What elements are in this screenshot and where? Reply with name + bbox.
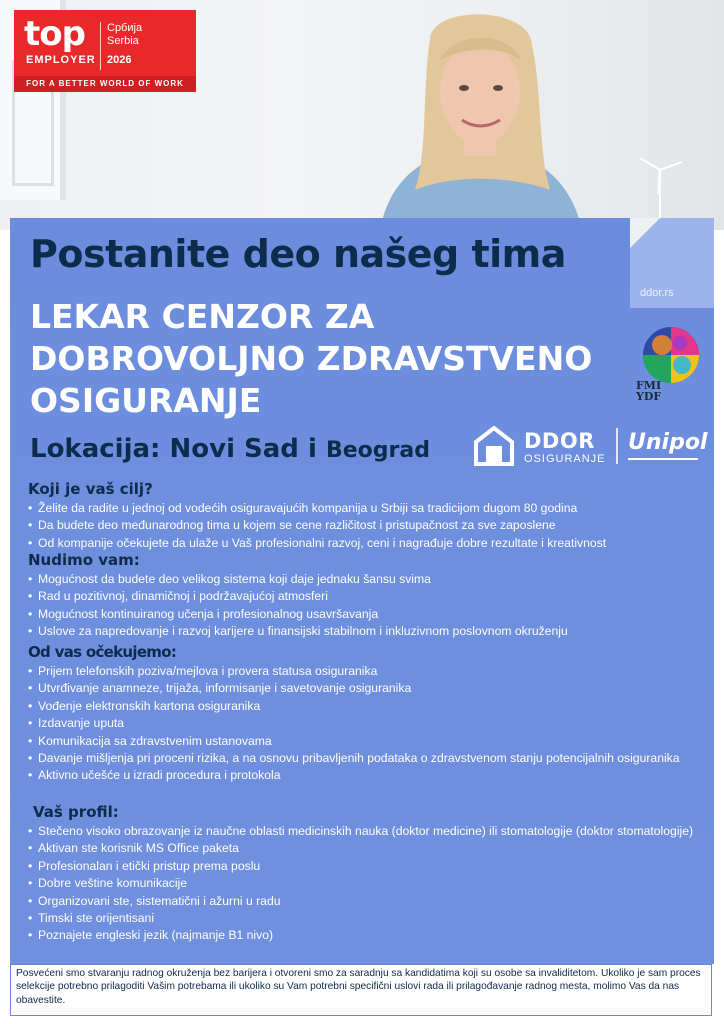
accessibility-notice: Posvećeni smo stvaranju radnog okruženja bez barijera i otvoreni smo za saradnju sa kandidatima koji su osobe sa invaliditetom. Ukoliko je sam proces selekcije potrebno prilagoditi Vašim potrebama ili ukoliko su Vam potrebni specifični uslovi rada ili prilagođavanje radnog mesta, molimo Vas da nas obavestite.: [16, 968, 701, 1006]
list-item: • Vođenje elektronskih kartona osiguranika: [28, 698, 700, 715]
list-item: • Izdavanje uputa: [28, 715, 700, 732]
fmi-line: FMI: [636, 379, 662, 392]
profile-list: [28, 823, 700, 945]
fmi-line: YDF: [636, 390, 662, 403]
fmi-logo-text: [636, 380, 661, 402]
list-item: • Mogućnost da budete deo velikog sistema koji daje jednaku šansu svima: [28, 571, 700, 588]
list-item: • Da budete deo međunarodnog tima u kojem se cene različitost i pristupačnost za sve zaposlene: [28, 517, 700, 534]
offer-list: [28, 571, 700, 641]
country-label: [107, 22, 142, 48]
fmi-logo-icon: [640, 325, 702, 385]
top-employer-badge: [14, 10, 196, 92]
list-item: • Aktivno učešće u izradi procedura i protokola: [28, 767, 700, 784]
section-title: Vaš profil:: [33, 803, 119, 821]
woman-portrait: [360, 0, 600, 230]
section-title: Koji je vaš cilj?: [28, 480, 153, 498]
list-item: • Želite da radite u jednoj od vodećih osiguravajućih kompanija u Srbiji sa tradicijom dugom 80 godina: [28, 500, 700, 517]
section-goal: [28, 480, 700, 552]
section-title: Nudimo vam:: [28, 551, 140, 569]
list-item: • Aktivan ste korisnik MS Office paketa: [28, 840, 700, 857]
website-link[interactable]: ddor.rs: [640, 287, 674, 299]
ddor-logo-text: DDOR: [524, 429, 595, 453]
badge-year: 2026: [107, 54, 132, 66]
ddor-logo-subtext: OSIGURANJE: [524, 453, 606, 465]
unipol-logo: Unipol: [628, 430, 708, 455]
list-item: • Rad u pozitivnoj, dinamičnoj i podržavajućoj atmosferi: [28, 588, 700, 605]
country-latin: Serbia: [107, 35, 139, 47]
list-item: • Davanje mišljenja pri proceni rizika, a na osnovu pribavljenih podataka o zdravstvenom stanju potencijalnih osiguranika: [28, 750, 700, 767]
list-item: • Uslove za napredovanje i razvoj karijere u finansijski stabilnom i inkluzivnom poslovnom okruženju: [28, 623, 700, 640]
job-title: [30, 296, 630, 422]
list-item: • Dobre veštine komunikacije: [28, 875, 700, 892]
list-item: • Mogućnost kontinuiranog učenja i profesionalnog usavršavanja: [28, 606, 700, 623]
expect-list: [28, 663, 700, 785]
section-offer: [28, 551, 700, 641]
list-item: • Timski ste orijentisani: [28, 910, 700, 927]
list-item: • Organizovani ste, sistematični i ažurni u radu: [28, 893, 700, 910]
list-item: • Profesionalan i etički pristup prema poslu: [28, 858, 700, 875]
country-cyrillic: Србија: [107, 22, 143, 34]
top-brand: top: [24, 14, 85, 54]
job-title-line: LEKAR CENZOR ZA: [30, 297, 375, 336]
location-city: Beograd: [325, 438, 430, 463]
section-expect: [28, 643, 700, 785]
job-location: [30, 434, 430, 464]
goal-list: [28, 500, 700, 552]
section-profile: [28, 803, 700, 945]
badge-tagline: FOR A BETTER WORLD OF WORK: [14, 76, 196, 92]
list-item: • Od kompanije očekujete da ulaže u Vaš profesionalni razvoj, ceni i nagrađuje dobre rezultate i kreativnost: [28, 535, 700, 552]
list-item: • Utvrđivanje anamneze, trijaža, informisanje i savetovanje osiguranika: [28, 680, 700, 697]
list-item: • Stečeno visoko obrazovanje iz naučne oblasti medicinskih nauka (doktor medicine) ili stomatologije (doktor stomatologije): [28, 823, 700, 840]
list-item: • Poznajete engleski jezik (najmanje B1 nivo): [28, 927, 700, 944]
page-headline: Postanite deo našeg tima: [30, 232, 566, 276]
job-title-line: DOBROVOLJNO ZDRAVSTVENO: [30, 339, 593, 378]
location-label: Lokacija: Novi Sad i: [30, 434, 317, 464]
list-item: • Prijem telefonskih poziva/mejlova i provera statusa osiguranika: [28, 663, 700, 680]
list-item: • Komunikacija sa zdravstvenim ustanovama: [28, 733, 700, 750]
ddor-house-icon: [472, 426, 516, 466]
job-title-line: OSIGURANJE: [30, 381, 262, 420]
section-title: Od vas očekujemo:: [28, 643, 177, 661]
employer-label: EMPLOYER: [26, 54, 96, 66]
